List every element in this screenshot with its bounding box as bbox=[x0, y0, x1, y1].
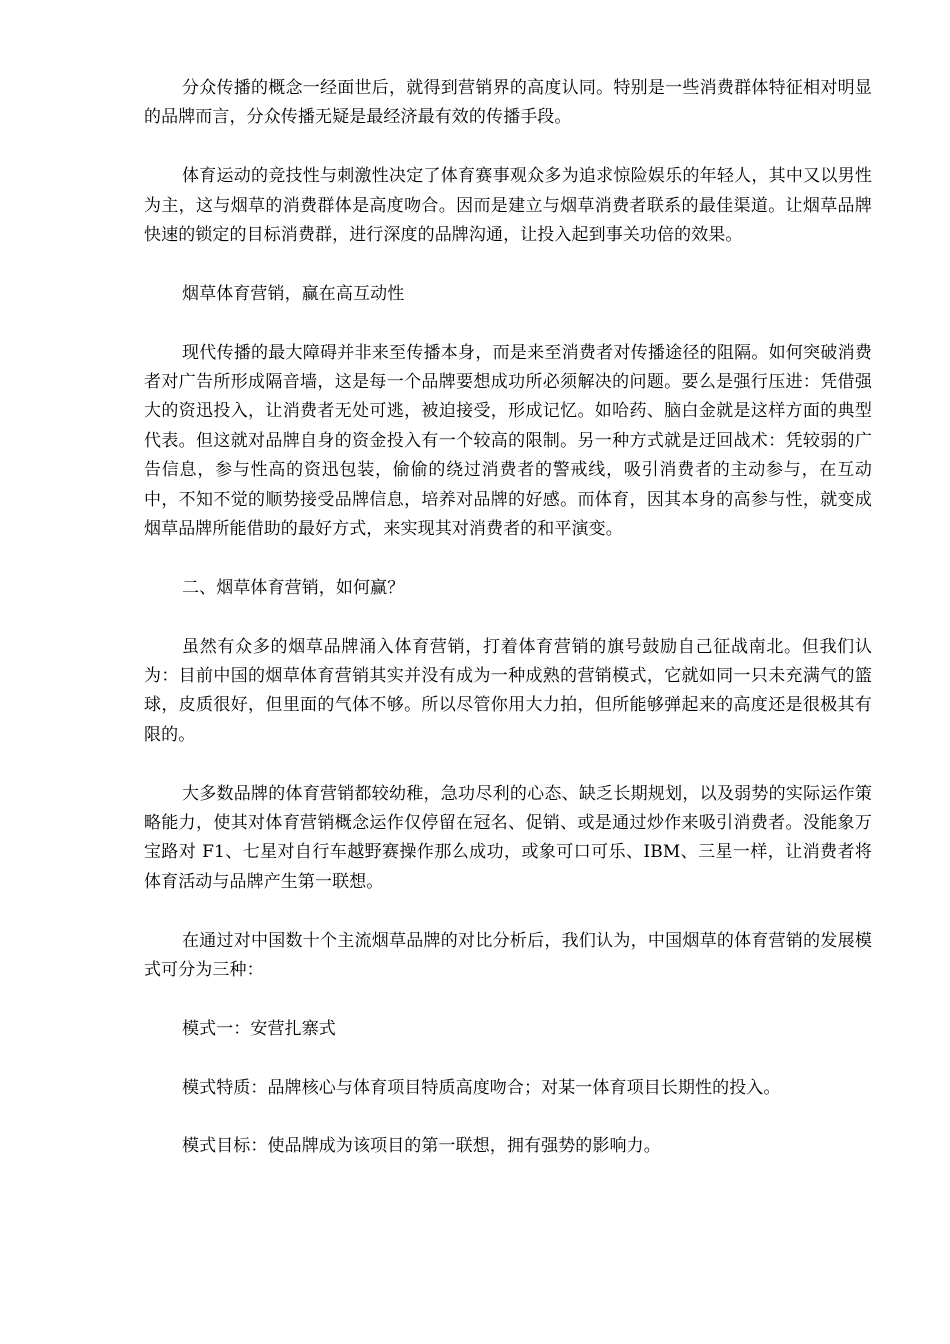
paragraph-4: 虽然有众多的烟草品牌涌入体育营销，打着体育营销的旗号鼓励自己征战南北。但我们认为：目前中国的烟草体育营销其实并没有成为一种成熟的营销模式，它就如同一只未充满气的篮球，皮质很好，但里面的气体不够。所以尽管你用大力拍，但所能够弹起来的高度还是很极其有限的。 bbox=[144, 636, 872, 745]
mode-one-traits: 模式特质：品牌核心与体育项目特质高度吻合；对某一体育项目长期性的投入。 bbox=[182, 1077, 781, 1098]
paragraph-5: 大多数品牌的体育营销都较幼稚，急功尽利的心态、缺乏长期规划，以及弱势的实际运作策略能力，使其对体育营销概念运作仅停留在冠名、促销、或是通过炒作来吸引消费者。没能象万宝路对 F1、七星对自行车越野赛操作那么成功，或象可口可乐、IBM、三星一样，让消费者将体育活动与品牌产生第一联想。 bbox=[144, 783, 872, 892]
paragraph-6: 在通过对中国数十个主流烟草品牌的对比分析后，我们认为，中国烟草的体育营销的发展模式可分为三种： bbox=[144, 930, 872, 981]
document-body bbox=[144, 74, 872, 1191]
mode-one-goal: 模式目标：使品牌成为该项目的第一联想，拥有强势的影响力。 bbox=[182, 1136, 661, 1157]
mode-one-title: 模式一：安营扎寨式 bbox=[182, 1018, 336, 1039]
section-heading-interaction: 烟草体育营销，赢在高互动性 bbox=[182, 283, 405, 304]
section-heading-how-to-win: 二、烟草体育营销，如何赢？ bbox=[182, 577, 405, 598]
paragraph-3: 现代传播的最大障碍并非来至传播本身，而是来至消费者对传播途径的阻隔。如何突破消费者对广告所形成隔音墙，这是每一个品牌要想成功所必须解决的问题。要么是强行压进：凭借强大的资迅投入，让消费者无处可逃，被迫接受，形成记忆。如哈药、脑白金就是这样方面的典型代表。但这就对品牌自身的资金投入有一个较高的限制。另一种方式就是迂回战术：凭较弱的广告信息，参与性高的资迅包装，偷偷的绕过消费者的警戒线，吸引消费者的主动参与，在互动中，不知不觉的顺势接受品牌信息，培养对品牌的好感。而体育，因其本身的高参与性，就变成烟草品牌所能借助的最好方式，来实现其对消费者的和平演变。 bbox=[144, 342, 872, 540]
paragraph-1: 分众传播的概念一经面世后，就得到营销界的高度认同。特别是一些消费群体特征相对明显的品牌而言，分众传播无疑是最经济最有效的传播手段。 bbox=[144, 78, 872, 128]
paragraph-2: 体育运动的竞技性与刺激性决定了体育赛事观众多为追求惊险娱乐的年轻人，其中又以男性为主，这与烟草的消费群体是高度吻合。因而是建立与烟草消费者联系的最佳渠道。让烟草品牌快速的锁定的目标消费群，进行深度的品牌沟通，让投入起到事关功倍的效果。 bbox=[144, 166, 872, 246]
